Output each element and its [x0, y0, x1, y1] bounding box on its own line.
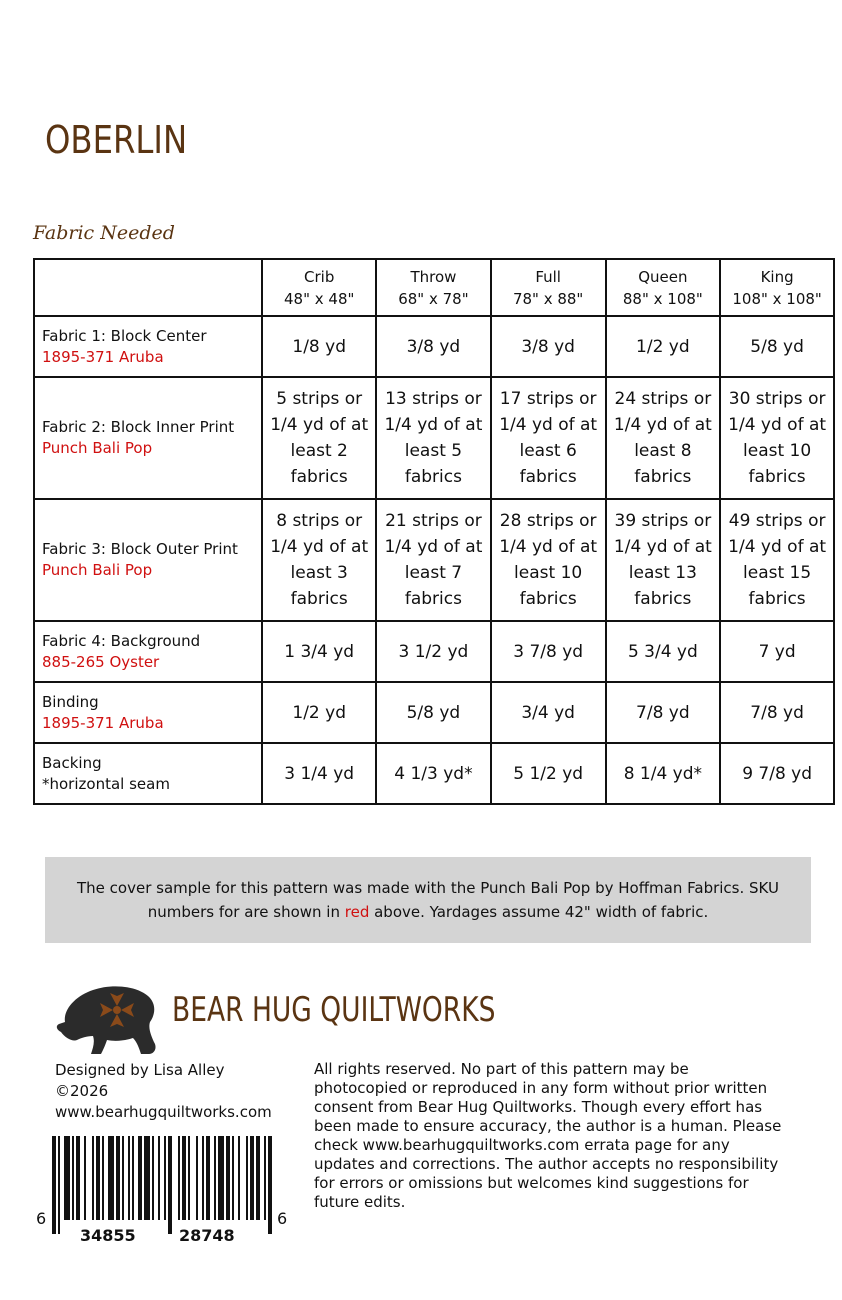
fabric-name: Fabric 2: Block Inner Print: [42, 418, 235, 436]
barcode-bar: [64, 1136, 70, 1220]
backing-note: *horizontal seam: [42, 774, 170, 793]
table-row: [34, 377, 834, 499]
barcode: [36, 1136, 296, 1246]
yardage-cell: 1/8 yd: [262, 316, 376, 377]
barcode-bar: [250, 1136, 254, 1220]
yardage-cell: 1/2 yd: [606, 316, 721, 377]
barcode-bar: [256, 1136, 260, 1220]
barcode-bar: [168, 1136, 172, 1234]
yardage-cell: 39 strips or 1/4 yd of at least 13 fabrics: [606, 499, 721, 621]
table-row: [34, 743, 834, 804]
yardage-cell: 21 strips or 1/4 yd of at least 7 fabrics: [376, 499, 491, 621]
yardage-cell: 5 1/2 yd: [491, 743, 606, 804]
copyright-line: ©2026: [55, 1082, 109, 1100]
barcode-bar: [264, 1136, 266, 1220]
barcode-bar: [268, 1136, 272, 1234]
yardage-cell: 3/8 yd: [376, 316, 491, 377]
note-red-word: red: [344, 903, 370, 921]
barcode-bar: [246, 1136, 248, 1220]
size-header: [606, 259, 721, 316]
table-corner-cell: [34, 259, 262, 316]
barcode-bar: [182, 1136, 186, 1220]
barcode-bar: [206, 1136, 210, 1220]
table-row: [34, 316, 834, 377]
barcode-bar: [76, 1136, 80, 1220]
yardage-cell: 13 strips or 1/4 yd of at least 5 fabrics: [376, 377, 491, 499]
barcode-bar: [102, 1136, 104, 1220]
table-header-row: [34, 259, 834, 316]
fabric-name: Fabric 3: Block Outer Print: [42, 540, 238, 558]
website-line: www.bearhugquiltworks.com: [55, 1103, 272, 1121]
barcode-bar: [144, 1136, 150, 1220]
barcode-bar: [196, 1136, 198, 1220]
barcode-bar: [122, 1136, 124, 1220]
barcode-bar: [164, 1136, 166, 1220]
size-name: Crib: [304, 267, 335, 286]
barcode-bar: [158, 1136, 160, 1220]
table-row: [34, 499, 834, 621]
fabric-sku: 1895-371 Aruba: [42, 713, 164, 732]
yardage-cell: 8 strips or 1/4 yd of at least 3 fabrics: [262, 499, 376, 621]
note-box: [45, 857, 811, 943]
note-line-2-post: above. Yardages assume 42" width of fabric.: [369, 903, 709, 921]
size-header: [720, 259, 834, 316]
size-header: [376, 259, 491, 316]
barcode-bar: [214, 1136, 216, 1220]
barcode-bar: [188, 1136, 190, 1220]
barcode-bar: [52, 1136, 56, 1234]
barcode-bar: [138, 1136, 142, 1220]
size-dims: 48" x 48": [284, 289, 355, 308]
barcode-bar: [232, 1136, 234, 1220]
barcode-bar: [152, 1136, 154, 1220]
designer-line: Designed by Lisa Alley: [55, 1061, 225, 1079]
barcode-bar: [128, 1136, 130, 1220]
size-header: [262, 259, 376, 316]
fabric-sku: Punch Bali Pop: [42, 561, 153, 579]
size-dims: 68" x 78": [398, 289, 469, 308]
barcode-bar: [58, 1136, 60, 1234]
barcode-bar: [108, 1136, 114, 1220]
yardage-cell: 8 1/4 yd*: [606, 743, 721, 804]
table-row: [34, 682, 834, 743]
yardage-cell: 5 strips or 1/4 yd of at least 2 fabrics: [262, 377, 376, 499]
barcode-trail-digit: 6: [277, 1209, 288, 1228]
note-line-1: The cover sample for this pattern was made with the Punch Bali Pop by Hoffman Fabrics. SKU: [77, 879, 779, 897]
yardage-cell: 17 strips or 1/4 yd of at least 6 fabrics: [491, 377, 606, 499]
fabric-name: Backing: [42, 753, 102, 772]
row-label: [34, 377, 262, 499]
yardage-cell: 30 strips or 1/4 yd of at least 10 fabrics: [720, 377, 834, 499]
yardage-cell: 3/8 yd: [491, 316, 606, 377]
fabric-name: Fabric 4: Background: [42, 631, 201, 650]
size-header: [491, 259, 606, 316]
barcode-bar: [226, 1136, 230, 1220]
barcode-bar: [218, 1136, 224, 1220]
designer-info: [55, 1060, 272, 1123]
size-name: Queen: [638, 267, 688, 286]
table-row: [34, 621, 834, 682]
bear-logo-icon: [55, 982, 165, 1062]
barcode-bar: [72, 1136, 74, 1220]
barcode-bars: [52, 1136, 272, 1234]
fabric-sku: 1895-371 Aruba: [42, 347, 164, 366]
barcode-bar: [96, 1136, 100, 1220]
size-name: King: [760, 267, 794, 286]
yardage-cell: 5/8 yd: [376, 682, 491, 743]
row-label: [34, 682, 262, 743]
barcode-left-digits: 34855: [80, 1226, 136, 1245]
yardage-cell: 7/8 yd: [606, 682, 721, 743]
yardage-cell: 3/4 yd: [491, 682, 606, 743]
fabric-name: Fabric 1: Block Center: [42, 326, 207, 345]
fabric-name: Binding: [42, 692, 99, 711]
section-title: Fabric Needed: [33, 222, 175, 244]
yardage-cell: 49 strips or 1/4 yd of at least 15 fabrics: [720, 499, 834, 621]
barcode-bar: [178, 1136, 180, 1220]
barcode-bar: [92, 1136, 94, 1220]
brand-name: BEAR HUG QUILTWORKS: [172, 990, 496, 1030]
barcode-bar: [202, 1136, 204, 1220]
yardage-cell: 3 1/2 yd: [376, 621, 491, 682]
rights-text: All rights reserved. No part of this pattern may be photocopied or reproduced in any form without prior written consent from Bear Hug Quiltworks. Though every effort has been made to ensure accuracy, the author is a human. Please check www.bearhugquiltworks.com errata page for any updates and corrections. The author accepts no responsibility for errors or omissions but welcomes kind suggestions for future edits.: [314, 1060, 782, 1211]
barcode-bar: [132, 1136, 134, 1220]
yardage-cell: 1/2 yd: [262, 682, 376, 743]
row-label: [34, 743, 262, 804]
size-name: Full: [535, 267, 561, 286]
yardage-cell: 7 yd: [720, 621, 834, 682]
yardage-cell: 5 3/4 yd: [606, 621, 721, 682]
fabric-sku: 885-265 Oyster: [42, 652, 160, 671]
yardage-cell: 24 strips or 1/4 yd of at least 8 fabrics: [606, 377, 721, 499]
yardage-cell: 4 1/3 yd*: [376, 743, 491, 804]
row-label: [34, 621, 262, 682]
yardage-cell: 3 7/8 yd: [491, 621, 606, 682]
note-line-2-pre: numbers for are shown in: [147, 903, 345, 921]
yardage-cell: 28 strips or 1/4 yd of at least 10 fabrics: [491, 499, 606, 621]
yardage-cell: 9 7/8 yd: [720, 743, 834, 804]
size-name: Throw: [410, 267, 457, 286]
size-dims: 108" x 108": [732, 289, 822, 308]
page-title: OBERLIN: [45, 118, 188, 162]
row-label: [34, 499, 262, 621]
yardage-cell: 7/8 yd: [720, 682, 834, 743]
yardage-cell: 1 3/4 yd: [262, 621, 376, 682]
barcode-bar: [116, 1136, 120, 1220]
yardage-cell: 5/8 yd: [720, 316, 834, 377]
barcode-right-digits: 28748: [179, 1226, 235, 1245]
fabric-table: [33, 258, 835, 805]
barcode-bar: [238, 1136, 240, 1220]
size-dims: 88" x 108": [622, 289, 703, 308]
size-dims: 78" x 88": [512, 289, 584, 308]
barcode-lead-digit: 6: [36, 1209, 47, 1228]
fabric-sku: Punch Bali Pop: [42, 439, 153, 457]
yardage-cell: 3 1/4 yd: [262, 743, 376, 804]
barcode-bar: [84, 1136, 86, 1220]
row-label: [34, 316, 262, 377]
